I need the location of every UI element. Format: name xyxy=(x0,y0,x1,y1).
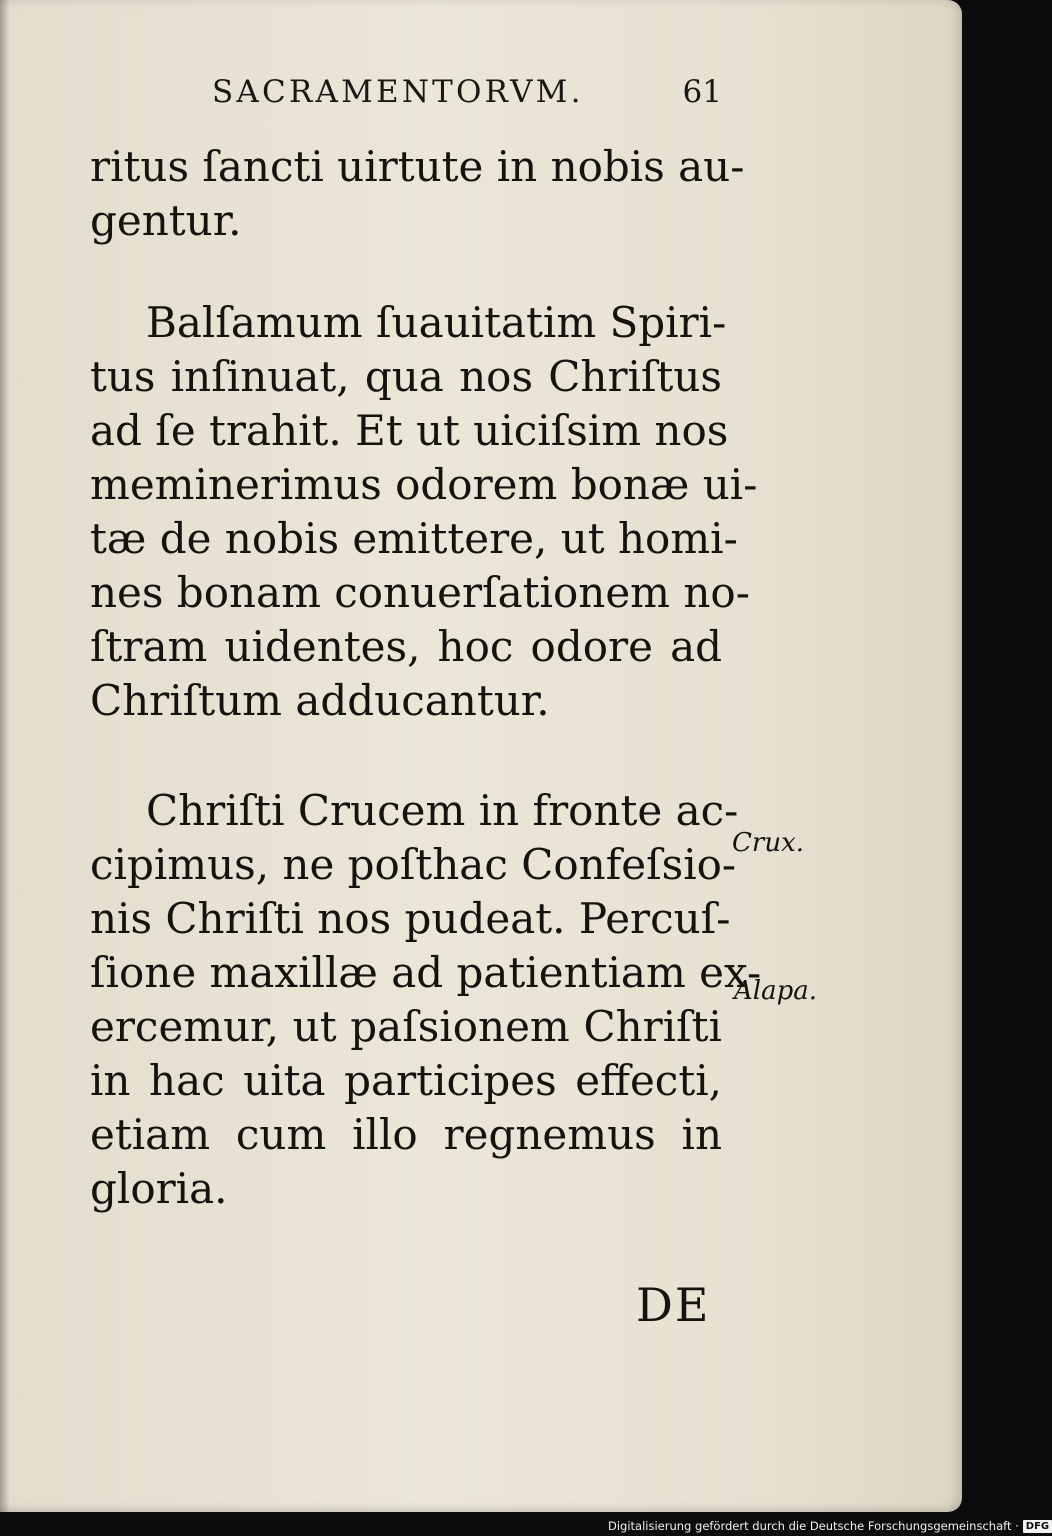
text-line: gentur. xyxy=(90,196,242,245)
text-line: nes bonam conuerſationem no- xyxy=(90,568,750,617)
digitization-footer xyxy=(608,1518,1052,1534)
text-line: tæ de nobis emittere, ut homi- xyxy=(90,514,738,563)
page-spine-shadow xyxy=(0,0,10,1512)
paragraph-2 xyxy=(90,296,758,728)
dfg-logo: DFG xyxy=(1023,1520,1052,1533)
text-line: ſtram uidentes, hoc odore ad xyxy=(90,622,722,671)
text-line: nis Chriſti nos pudeat. Percuſ- xyxy=(90,894,731,943)
text-line: ritus ſancti uirtute in nobis au- xyxy=(90,142,745,191)
text-line: in hac uita participes effecti, xyxy=(90,1056,722,1105)
paragraph-1 xyxy=(90,140,745,248)
text-line: Balſamum ſuauitatim Spiri- xyxy=(146,298,727,347)
text-line: tus inſinuat, qua nos Chriſtus xyxy=(90,352,722,401)
running-title: SACRAMENTORVM. xyxy=(212,74,584,110)
footer-credit: Digitalisierung gefördert durch die Deutsche Forschungsgemeinschaft · xyxy=(608,1519,1019,1533)
catchword: DE xyxy=(636,1278,711,1332)
text-line: ſione maxillæ ad patientiam ex- xyxy=(90,948,762,997)
text-line: Chriſti Crucem in fronte ac- xyxy=(146,786,739,835)
text-line: ad ſe trahit. Et ut uiciſsim nos xyxy=(90,406,729,455)
text-line: ercemur, ut paſsionem Chriſti xyxy=(90,1002,722,1051)
marginal-note-crux: Crux. xyxy=(732,828,804,858)
text-line: gloria. xyxy=(90,1164,228,1213)
text-line: cipimus, ne poſthac Confeſsio- xyxy=(90,840,737,889)
paragraph-3 xyxy=(90,784,762,1216)
text-line: Chriſtum adducantur. xyxy=(90,676,550,725)
page-number: 61 xyxy=(682,74,722,110)
marginal-note-alapa: Alapa. xyxy=(734,976,818,1006)
running-header xyxy=(212,74,732,114)
text-line: meminerimus odorem bonæ ui- xyxy=(90,460,758,509)
text-line: etiam cum illo regnemus in xyxy=(90,1110,722,1159)
